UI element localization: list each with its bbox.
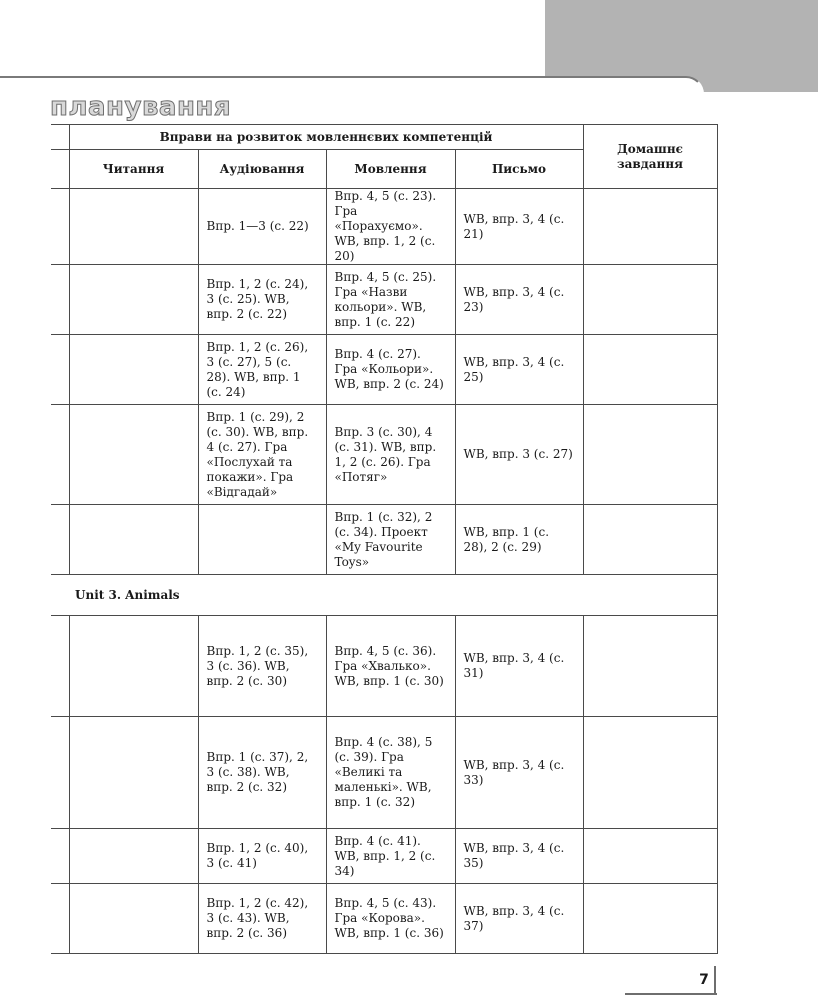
cell-homework: [583, 335, 717, 405]
cell-reading: [69, 884, 198, 954]
empty-header-cell: [51, 150, 69, 189]
cell-speaking: Впр. 4 (с. 27). Гра «Кольори». WB, впр. 2 (с. 24): [326, 335, 455, 405]
cell-reading: [69, 335, 198, 405]
cell-speaking: Впр. 4, 5 (с. 36). Гра «Хвалько». WB, впр. 1 (с. 30): [326, 616, 455, 717]
table-row: [51, 335, 717, 405]
table-row: [51, 265, 717, 335]
planning-table-wrap: [51, 124, 717, 954]
page-title: планування: [50, 92, 232, 122]
table-row: [51, 884, 717, 954]
cell-listening: Впр. 1 (с. 37), 2, 3 (с. 38). WB, впр. 2 (с. 32): [198, 717, 326, 829]
column-header-speaking: Мовлення: [326, 150, 455, 189]
cell-reading: [69, 265, 198, 335]
unit-title: Unit 3. Animals: [51, 575, 717, 616]
empty-header-cell: [51, 125, 69, 150]
cell-homework: [583, 405, 717, 505]
homework-header: Домашнє завдання: [583, 125, 717, 189]
cell-reading: [69, 616, 198, 717]
planning-table: [51, 124, 718, 954]
column-header-listening: Аудіювання: [198, 150, 326, 189]
cell-homework: [583, 616, 717, 717]
row-index-cell: [51, 505, 69, 575]
cell-speaking: Впр. 1 (с. 32), 2 (с. 34). Проект «My Favourite Toys»: [326, 505, 455, 575]
row-index-cell: [51, 616, 69, 717]
cell-listening: Впр. 1, 2 (с. 26), 3 (с. 27), 5 (с. 28). WB, впр. 1 (с. 24): [198, 335, 326, 405]
unit-row: [51, 575, 717, 616]
cell-speaking: Впр. 4 (с. 41). WB, впр. 1, 2 (с. 34): [326, 829, 455, 884]
cell-writing: WB, впр. 3, 4 (с. 37): [455, 884, 583, 954]
cell-homework: [583, 505, 717, 575]
page-number-underline: [625, 993, 717, 995]
cell-speaking: Впр. 4, 5 (с. 25). Гра «Назви кольори». WB, впр. 1 (с. 22): [326, 265, 455, 335]
cell-speaking: Впр. 4 (с. 38), 5 (с. 39). Гра «Великі та маленькі». WB, впр. 1 (с. 32): [326, 717, 455, 829]
cell-listening: Впр. 1, 2 (с. 40), 3 (с. 41): [198, 829, 326, 884]
row-index-cell: [51, 335, 69, 405]
cell-writing: WB, впр. 3, 4 (с. 33): [455, 717, 583, 829]
header-row-group: [51, 125, 717, 150]
row-index-cell: [51, 265, 69, 335]
cell-listening: Впр. 1, 2 (с. 42), 3 (с. 43). WB, впр. 2 (с. 36): [198, 884, 326, 954]
cell-reading: [69, 405, 198, 505]
row-index-cell: [51, 829, 69, 884]
cell-writing: WB, впр. 1 (с. 28), 2 (с. 29): [455, 505, 583, 575]
cell-listening: Впр. 1 (с. 29), 2 (с. 30). WB, впр. 4 (с. 27). Гра «Послухай та покажи». Гра «Відгадай»: [198, 405, 326, 505]
cell-listening: Впр. 1—3 (с. 22): [198, 189, 326, 265]
cell-reading: [69, 189, 198, 265]
cell-homework: [583, 884, 717, 954]
row-index-cell: [51, 884, 69, 954]
cell-reading: [69, 505, 198, 575]
table-row: [51, 717, 717, 829]
cell-homework: [583, 717, 717, 829]
cell-homework: [583, 265, 717, 335]
cell-writing: WB, впр. 3, 4 (с. 21): [455, 189, 583, 265]
cell-listening: Впр. 1, 2 (с. 24), 3 (с. 25). WB, впр. 2 (с. 22): [198, 265, 326, 335]
table-row: [51, 405, 717, 505]
table-row: [51, 829, 717, 884]
cell-writing: WB, впр. 3, 4 (с. 31): [455, 616, 583, 717]
cell-listening: [198, 505, 326, 575]
cell-writing: WB, впр. 3 (с. 27): [455, 405, 583, 505]
row-index-cell: [51, 405, 69, 505]
cell-writing: WB, впр. 3, 4 (с. 25): [455, 335, 583, 405]
cell-reading: [69, 829, 198, 884]
column-header-writing: Письмо: [455, 150, 583, 189]
cell-listening: Впр. 1, 2 (с. 35), 3 (с. 36). WB, впр. 2 (с. 30): [198, 616, 326, 717]
cell-speaking: Впр. 4, 5 (с. 43). Гра «Корова». WB, впр. 1 (с. 36): [326, 884, 455, 954]
table-row: [51, 505, 717, 575]
cell-speaking: Впр. 4, 5 (с. 23). Гра «Порахуємо». WB, впр. 1, 2 (с. 20): [326, 189, 455, 265]
row-index-cell: [51, 717, 69, 829]
page-number: 7: [694, 966, 716, 994]
table-row: [51, 189, 717, 265]
cell-writing: WB, впр. 3, 4 (с. 23): [455, 265, 583, 335]
row-index-cell: [51, 189, 69, 265]
cell-reading: [69, 717, 198, 829]
group-header: Вправи на розвиток мовленнєвих компетенцій: [69, 125, 583, 150]
cell-writing: WB, впр. 3, 4 (с. 35): [455, 829, 583, 884]
column-header-reading: Читання: [69, 150, 198, 189]
table-row: [51, 616, 717, 717]
cell-homework: [583, 829, 717, 884]
cell-homework: [583, 189, 717, 265]
cell-speaking: Впр. 3 (с. 30), 4 (с. 31). WB, впр. 1, 2 (с. 26). Гра «Потяг»: [326, 405, 455, 505]
